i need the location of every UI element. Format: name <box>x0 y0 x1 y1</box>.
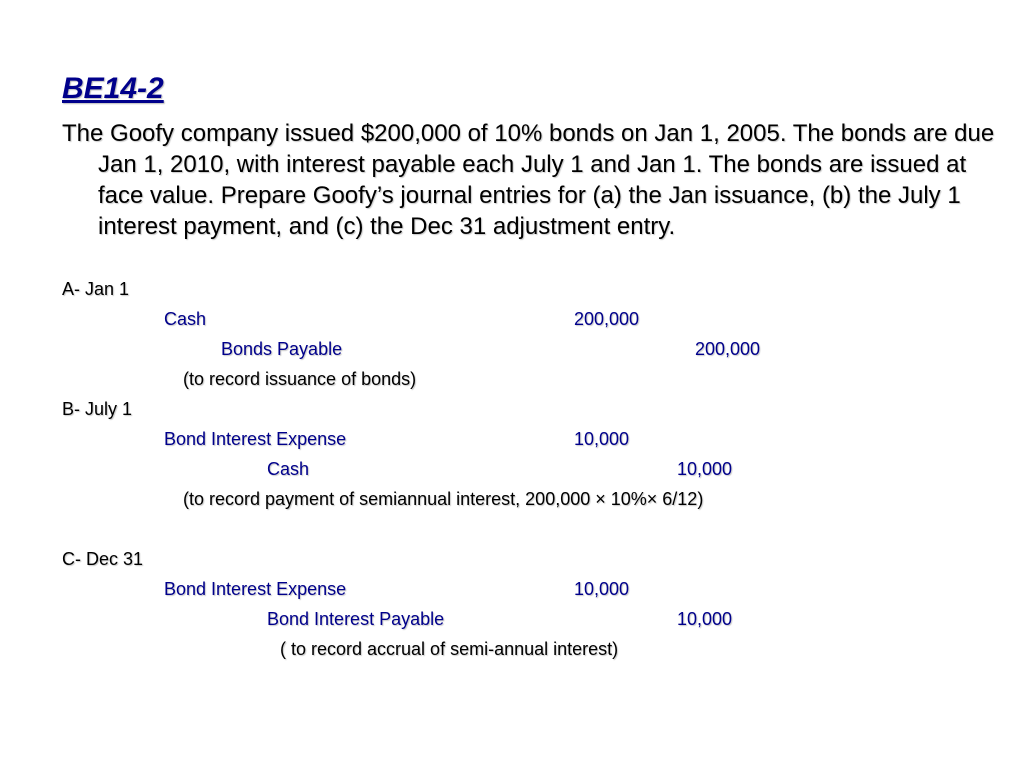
entry-c-heading: C- Dec 31 <box>62 549 144 569</box>
entry-c-credit-amount: 10,000 <box>677 609 733 629</box>
entry-a-debit-account: Cash <box>164 309 207 329</box>
entry-b-credit-account: Cash <box>267 459 310 479</box>
entry-a-credit-account: Bonds Payable <box>221 339 343 359</box>
entry-b-memo: (to record payment of semiannual interest, 200,000 × 10%× 6/12) <box>183 489 704 509</box>
entry-c-debit-amount: 10,000 <box>574 579 630 599</box>
entry-b-credit-amount: 10,000 <box>677 459 733 479</box>
entry-a-debit-amount: 200,000 <box>574 309 640 329</box>
entry-b-heading: B- July 1 <box>62 399 133 419</box>
problem-statement: The Goofy company issued $200,000 of 10% bonds on Jan 1, 2005. The bonds are due Jan 1, 2010, with interest payable each July 1 and Jan 1. The bonds are issued at face value. Prepare Goofy’s journal entries for (a) the Jan issuance, (b) the July 1 interest payment, and (c) the Dec 31 adjustment entry. <box>62 120 995 240</box>
entry-b-debit-amount: 10,000 <box>574 429 630 449</box>
entry-a-memo: (to record issuance of bonds) <box>183 369 417 389</box>
entry-c-debit-account: Bond Interest Expense <box>164 579 347 599</box>
entry-a-heading: A- Jan 1 <box>62 279 130 299</box>
entry-c-credit-account: Bond Interest Payable <box>267 609 445 629</box>
entry-a-credit-amount: 200,000 <box>695 339 761 359</box>
entry-c-memo: ( to record accrual of semi-annual interest) <box>280 639 619 659</box>
slide-title: BE14-2 <box>62 72 164 105</box>
entry-b-debit-account: Bond Interest Expense <box>164 429 347 449</box>
